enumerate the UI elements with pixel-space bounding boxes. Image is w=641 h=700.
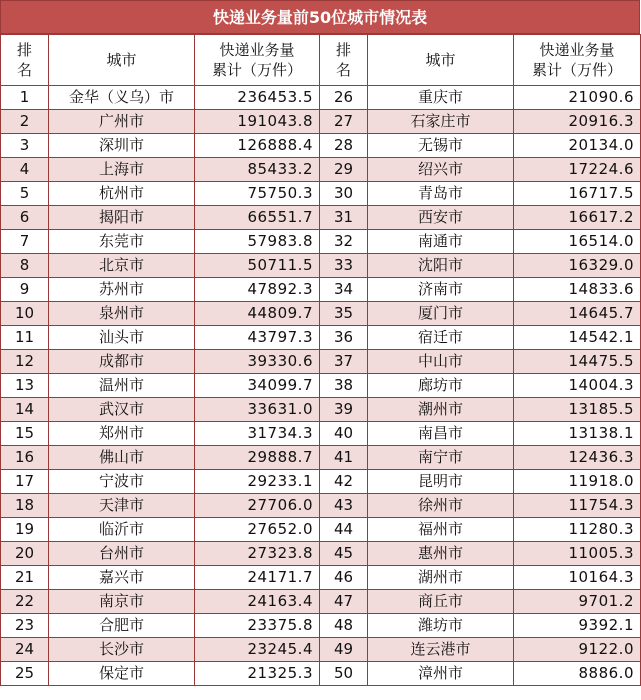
city-cell: 深圳市 bbox=[49, 134, 195, 158]
table-row bbox=[1, 422, 641, 446]
rank-cell: 15 bbox=[1, 422, 49, 446]
volume-cell: 126888.4 bbox=[195, 134, 320, 158]
city-cell: 西安市 bbox=[368, 206, 514, 230]
city-cell: 福州市 bbox=[368, 518, 514, 542]
volume-cell: 20134.0 bbox=[514, 134, 641, 158]
table-row bbox=[1, 134, 641, 158]
rank-cell: 37 bbox=[320, 350, 368, 374]
rank-cell: 6 bbox=[1, 206, 49, 230]
table-title: 快递业务量前50位城市情况表 bbox=[0, 0, 640, 34]
volume-cell: 66551.7 bbox=[195, 206, 320, 230]
rank-cell: 21 bbox=[1, 566, 49, 590]
table-row bbox=[1, 158, 641, 182]
city-cell: 苏州市 bbox=[49, 278, 195, 302]
volume-header-right: 快递业务量 累计（万件） bbox=[514, 35, 641, 86]
city-cell: 南通市 bbox=[368, 230, 514, 254]
city-cell: 上海市 bbox=[49, 158, 195, 182]
city-cell: 宿迁市 bbox=[368, 326, 514, 350]
table-body bbox=[1, 86, 641, 686]
table-row bbox=[1, 254, 641, 278]
volume-cell: 11280.3 bbox=[514, 518, 641, 542]
volume-cell: 44809.7 bbox=[195, 302, 320, 326]
rank-cell: 20 bbox=[1, 542, 49, 566]
rank-cell: 26 bbox=[320, 86, 368, 110]
city-cell: 厦门市 bbox=[368, 302, 514, 326]
volume-cell: 50711.5 bbox=[195, 254, 320, 278]
rank-cell: 33 bbox=[320, 254, 368, 278]
rank-cell: 3 bbox=[1, 134, 49, 158]
rank-cell: 34 bbox=[320, 278, 368, 302]
rank-header-right: 排 名 bbox=[320, 35, 368, 86]
volume-cell: 23245.4 bbox=[195, 638, 320, 662]
city-cell: 佛山市 bbox=[49, 446, 195, 470]
rank-cell: 48 bbox=[320, 614, 368, 638]
table-row bbox=[1, 518, 641, 542]
city-cell: 揭阳市 bbox=[49, 206, 195, 230]
volume-cell: 11918.0 bbox=[514, 470, 641, 494]
volume-cell: 21325.3 bbox=[195, 662, 320, 686]
city-cell: 南宁市 bbox=[368, 446, 514, 470]
rank-cell: 41 bbox=[320, 446, 368, 470]
rank-cell: 5 bbox=[1, 182, 49, 206]
city-cell: 济南市 bbox=[368, 278, 514, 302]
table-row bbox=[1, 638, 641, 662]
rank-cell: 12 bbox=[1, 350, 49, 374]
table-row bbox=[1, 542, 641, 566]
volume-cell: 14004.3 bbox=[514, 374, 641, 398]
rank-cell: 46 bbox=[320, 566, 368, 590]
volume-cell: 14833.6 bbox=[514, 278, 641, 302]
city-cell: 杭州市 bbox=[49, 182, 195, 206]
volume-cell: 14475.5 bbox=[514, 350, 641, 374]
volume-cell: 43797.3 bbox=[195, 326, 320, 350]
volume-cell: 24171.7 bbox=[195, 566, 320, 590]
city-cell: 湖州市 bbox=[368, 566, 514, 590]
volume-cell: 10164.3 bbox=[514, 566, 641, 590]
volume-cell: 85433.2 bbox=[195, 158, 320, 182]
rank-header: 排 名 bbox=[1, 35, 49, 86]
city-cell: 天津市 bbox=[49, 494, 195, 518]
rank-cell: 16 bbox=[1, 446, 49, 470]
table-row bbox=[1, 446, 641, 470]
rank-cell: 47 bbox=[320, 590, 368, 614]
volume-cell: 21090.6 bbox=[514, 86, 641, 110]
rank-cell: 11 bbox=[1, 326, 49, 350]
rank-cell: 9 bbox=[1, 278, 49, 302]
city-cell: 临沂市 bbox=[49, 518, 195, 542]
rank-cell: 50 bbox=[320, 662, 368, 686]
volume-cell: 23375.8 bbox=[195, 614, 320, 638]
rank-cell: 4 bbox=[1, 158, 49, 182]
table-row bbox=[1, 182, 641, 206]
city-cell: 郑州市 bbox=[49, 422, 195, 446]
volume-cell: 75750.3 bbox=[195, 182, 320, 206]
rank-cell: 8 bbox=[1, 254, 49, 278]
volume-cell: 191043.8 bbox=[195, 110, 320, 134]
volume-cell: 12436.3 bbox=[514, 446, 641, 470]
rank-cell: 43 bbox=[320, 494, 368, 518]
city-cell: 廊坊市 bbox=[368, 374, 514, 398]
table-row bbox=[1, 494, 641, 518]
city-cell: 青岛市 bbox=[368, 182, 514, 206]
city-header-right: 城市 bbox=[368, 35, 514, 86]
volume-cell: 29233.1 bbox=[195, 470, 320, 494]
city-cell: 漳州市 bbox=[368, 662, 514, 686]
city-cell: 绍兴市 bbox=[368, 158, 514, 182]
volume-cell: 13185.5 bbox=[514, 398, 641, 422]
city-cell: 武汉市 bbox=[49, 398, 195, 422]
volume-cell: 16329.0 bbox=[514, 254, 641, 278]
volume-cell: 47892.3 bbox=[195, 278, 320, 302]
volume-cell: 27652.0 bbox=[195, 518, 320, 542]
city-cell: 徐州市 bbox=[368, 494, 514, 518]
city-cell: 长沙市 bbox=[49, 638, 195, 662]
volume-cell: 27323.8 bbox=[195, 542, 320, 566]
city-header: 城市 bbox=[49, 35, 195, 86]
city-cell: 中山市 bbox=[368, 350, 514, 374]
city-cell: 无锡市 bbox=[368, 134, 514, 158]
rank-cell: 14 bbox=[1, 398, 49, 422]
city-cell: 惠州市 bbox=[368, 542, 514, 566]
rank-cell: 19 bbox=[1, 518, 49, 542]
volume-header: 快递业务量 累计（万件） bbox=[195, 35, 320, 86]
table-row bbox=[1, 110, 641, 134]
city-cell: 东莞市 bbox=[49, 230, 195, 254]
volume-cell: 34099.7 bbox=[195, 374, 320, 398]
table-row bbox=[1, 278, 641, 302]
volume-cell: 24163.4 bbox=[195, 590, 320, 614]
volume-cell: 20916.3 bbox=[514, 110, 641, 134]
rank-cell: 49 bbox=[320, 638, 368, 662]
rank-cell: 18 bbox=[1, 494, 49, 518]
city-cell: 南京市 bbox=[49, 590, 195, 614]
city-cell: 汕头市 bbox=[49, 326, 195, 350]
volume-cell: 236453.5 bbox=[195, 86, 320, 110]
rank-cell: 10 bbox=[1, 302, 49, 326]
table-row bbox=[1, 566, 641, 590]
table-row bbox=[1, 374, 641, 398]
table-row bbox=[1, 302, 641, 326]
city-cell: 重庆市 bbox=[368, 86, 514, 110]
volume-cell: 11754.3 bbox=[514, 494, 641, 518]
rank-cell: 44 bbox=[320, 518, 368, 542]
header-row bbox=[1, 35, 641, 86]
rank-cell: 29 bbox=[320, 158, 368, 182]
rank-cell: 23 bbox=[1, 614, 49, 638]
city-cell: 南昌市 bbox=[368, 422, 514, 446]
table-row bbox=[1, 86, 641, 110]
city-cell: 商丘市 bbox=[368, 590, 514, 614]
rank-cell: 36 bbox=[320, 326, 368, 350]
city-cell: 昆明市 bbox=[368, 470, 514, 494]
rank-cell: 22 bbox=[1, 590, 49, 614]
volume-cell: 16514.0 bbox=[514, 230, 641, 254]
rank-cell: 7 bbox=[1, 230, 49, 254]
city-cell: 合肥市 bbox=[49, 614, 195, 638]
city-cell: 泉州市 bbox=[49, 302, 195, 326]
table-row bbox=[1, 590, 641, 614]
rank-cell: 40 bbox=[320, 422, 368, 446]
city-cell: 成都市 bbox=[49, 350, 195, 374]
city-cell: 石家庄市 bbox=[368, 110, 514, 134]
table-row bbox=[1, 398, 641, 422]
volume-cell: 33631.0 bbox=[195, 398, 320, 422]
rank-cell: 28 bbox=[320, 134, 368, 158]
rank-cell: 38 bbox=[320, 374, 368, 398]
rank-cell: 27 bbox=[320, 110, 368, 134]
rank-cell: 42 bbox=[320, 470, 368, 494]
volume-cell: 9122.0 bbox=[514, 638, 641, 662]
volume-cell: 11005.3 bbox=[514, 542, 641, 566]
rank-cell: 39 bbox=[320, 398, 368, 422]
rank-cell: 24 bbox=[1, 638, 49, 662]
table-row bbox=[1, 326, 641, 350]
table-row bbox=[1, 470, 641, 494]
volume-cell: 16617.2 bbox=[514, 206, 641, 230]
rank-cell: 35 bbox=[320, 302, 368, 326]
city-cell: 潮州市 bbox=[368, 398, 514, 422]
rank-cell: 17 bbox=[1, 470, 49, 494]
rank-cell: 30 bbox=[320, 182, 368, 206]
volume-cell: 17224.6 bbox=[514, 158, 641, 182]
rank-cell: 31 bbox=[320, 206, 368, 230]
volume-cell: 14542.1 bbox=[514, 326, 641, 350]
volume-cell: 13138.1 bbox=[514, 422, 641, 446]
table-row bbox=[1, 350, 641, 374]
city-cell: 温州市 bbox=[49, 374, 195, 398]
volume-cell: 9701.2 bbox=[514, 590, 641, 614]
table-row bbox=[1, 230, 641, 254]
table-row bbox=[1, 206, 641, 230]
city-cell: 台州市 bbox=[49, 542, 195, 566]
city-cell: 潍坊市 bbox=[368, 614, 514, 638]
ranking-table bbox=[0, 34, 641, 686]
rank-cell: 32 bbox=[320, 230, 368, 254]
volume-cell: 27706.0 bbox=[195, 494, 320, 518]
volume-cell: 39330.6 bbox=[195, 350, 320, 374]
volume-cell: 9392.1 bbox=[514, 614, 641, 638]
city-cell: 广州市 bbox=[49, 110, 195, 134]
table-row bbox=[1, 662, 641, 686]
rank-cell: 25 bbox=[1, 662, 49, 686]
volume-cell: 57983.8 bbox=[195, 230, 320, 254]
volume-cell: 31734.3 bbox=[195, 422, 320, 446]
volume-cell: 8886.0 bbox=[514, 662, 641, 686]
volume-cell: 29888.7 bbox=[195, 446, 320, 470]
rank-cell: 45 bbox=[320, 542, 368, 566]
rank-cell: 13 bbox=[1, 374, 49, 398]
city-cell: 北京市 bbox=[49, 254, 195, 278]
city-cell: 连云港市 bbox=[368, 638, 514, 662]
rank-cell: 1 bbox=[1, 86, 49, 110]
city-cell: 保定市 bbox=[49, 662, 195, 686]
city-cell: 嘉兴市 bbox=[49, 566, 195, 590]
rank-cell: 2 bbox=[1, 110, 49, 134]
volume-cell: 14645.7 bbox=[514, 302, 641, 326]
table-row bbox=[1, 614, 641, 638]
city-cell: 沈阳市 bbox=[368, 254, 514, 278]
volume-cell: 16717.5 bbox=[514, 182, 641, 206]
city-cell: 金华（义乌）市 bbox=[49, 86, 195, 110]
city-cell: 宁波市 bbox=[49, 470, 195, 494]
